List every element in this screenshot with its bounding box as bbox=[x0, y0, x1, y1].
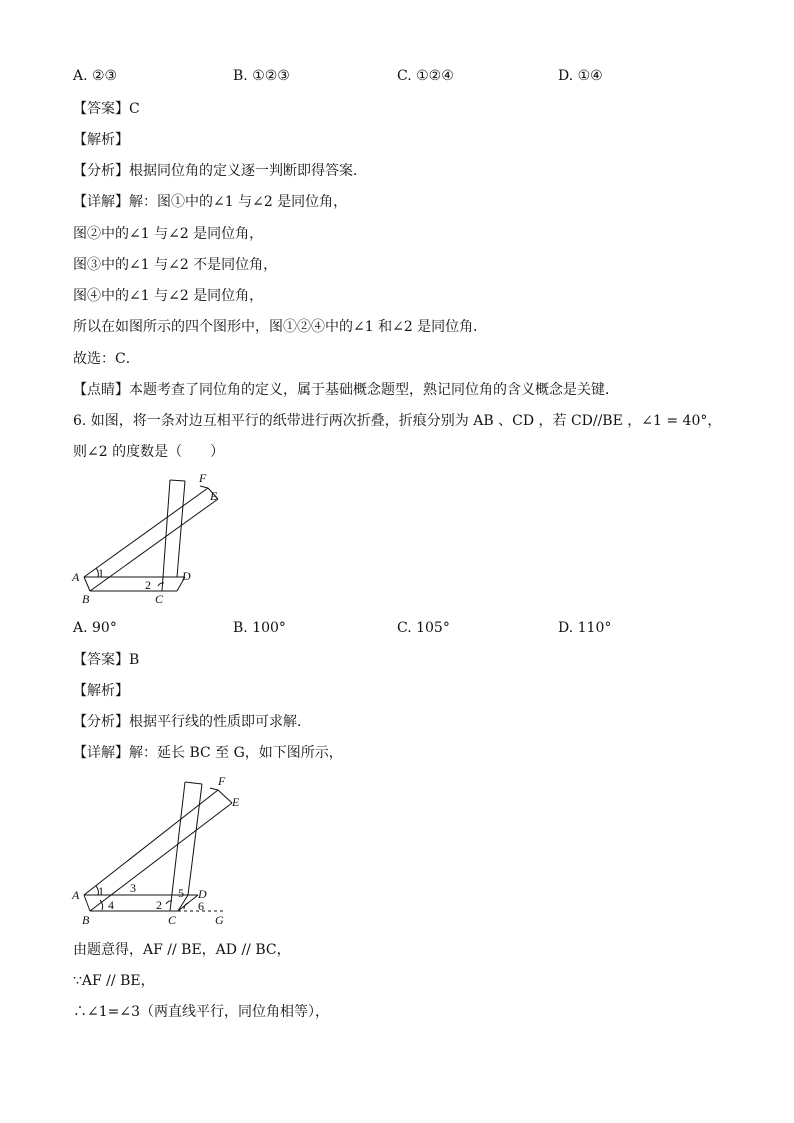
q5-fenxi bbox=[73, 162, 367, 180]
q5-analysis-tag: 【解析】 bbox=[73, 132, 129, 148]
q6-option-b: B. 100° bbox=[233, 620, 286, 636]
answer-tag: 【答案】 bbox=[73, 101, 129, 117]
q5-detail-3: 图③中的∠1 与∠2 不是同位角， bbox=[73, 257, 278, 273]
q5-detail-1 bbox=[73, 193, 347, 211]
label-g: G bbox=[215, 913, 224, 927]
q6-figure-2 bbox=[60, 768, 260, 930]
q5-option-c: C. ①②④ bbox=[397, 68, 454, 84]
q5-detail-6: 故选：C． bbox=[73, 351, 140, 367]
label-c: C bbox=[155, 592, 164, 606]
answer-value: B bbox=[129, 652, 140, 668]
q6-fenxi bbox=[73, 713, 311, 731]
q6-analysis-tag: 【解析】 bbox=[73, 683, 129, 699]
label-d: D bbox=[182, 569, 191, 583]
label-c: C bbox=[168, 913, 177, 927]
detail-tag: 【详解】 bbox=[73, 194, 129, 210]
q6-detail-first bbox=[73, 744, 343, 762]
label-b: B bbox=[82, 913, 90, 927]
label-e: E bbox=[232, 795, 240, 809]
q6-answer bbox=[73, 651, 139, 669]
q6-option-d: D. 110° bbox=[558, 620, 612, 636]
label-a: A bbox=[72, 888, 80, 902]
detail-tag: 【详解】 bbox=[73, 745, 129, 761]
detail-text: 解：图①中的∠1 与∠2 是同位角， bbox=[129, 194, 348, 210]
q6-figure-1 bbox=[60, 468, 230, 608]
q5-option-d: D. ①④ bbox=[558, 68, 603, 84]
fenxi-text: 根据平行线的性质即可求解． bbox=[129, 714, 311, 730]
q5-detail-4: 图④中的∠1 与∠2 是同位角， bbox=[73, 288, 264, 304]
label-angle-5: 5 bbox=[178, 886, 184, 900]
label-f: F bbox=[218, 774, 226, 788]
q6-detail-3: ∵AF // BE， bbox=[73, 973, 155, 989]
q5-detail-2: 图②中的∠1 与∠2 是同位角， bbox=[73, 226, 264, 242]
label-e: E bbox=[210, 489, 218, 503]
label-angle-1: 1 bbox=[98, 884, 104, 898]
label-angle-3: 3 bbox=[130, 881, 136, 895]
q5-answer bbox=[73, 100, 140, 118]
label-angle-2: 2 bbox=[156, 898, 162, 912]
label-angle-6: 6 bbox=[198, 899, 204, 913]
detail-text: 解：延长 BC 至 G，如下图所示， bbox=[129, 745, 343, 761]
comment-tag: 【点睛】 bbox=[73, 382, 129, 398]
label-b: B bbox=[82, 592, 90, 606]
q6-detail-2: 由题意得，AF // BE，AD // BC， bbox=[73, 942, 291, 958]
q6-detail-4: ∴∠1=∠3（两直线平行，同位角相等）， bbox=[73, 1004, 330, 1020]
fenxi-tag: 【分析】 bbox=[73, 163, 129, 179]
label-angle-1: 1 bbox=[98, 566, 104, 580]
q6-stem-line1: 6. 如图，将一条对边互相平行的纸带进行两次折叠，折痕分别为 AB 、CD ，若 CD//BE ，∠1 = 40°， bbox=[73, 413, 722, 429]
q5-comment bbox=[73, 381, 619, 399]
fenxi-tag: 【分析】 bbox=[73, 714, 129, 730]
q5-detail-5: 所以在如图所示的四个图形中，图①②④中的∠1 和∠2 是同位角． bbox=[73, 319, 488, 335]
label-a: A bbox=[72, 570, 80, 584]
label-angle-2: 2 bbox=[145, 578, 151, 592]
label-angle-4: 4 bbox=[108, 898, 114, 912]
q6-option-c: C. 105° bbox=[397, 620, 450, 636]
q5-option-b: B. ①②③ bbox=[233, 68, 290, 84]
label-d: D bbox=[198, 887, 207, 901]
label-f: F bbox=[199, 471, 207, 485]
q6-option-a: A. 90° bbox=[73, 620, 117, 636]
q6-stem-line2: 则∠2 的度数是（ ） bbox=[73, 444, 225, 460]
q5-option-a: A. ②③ bbox=[73, 68, 118, 84]
answer-value: C bbox=[129, 101, 140, 117]
fenxi-text: 根据同位角的定义逐一判断即得答案． bbox=[129, 163, 367, 179]
comment-text: 本题考查了同位角的定义，属于基础概念题型，熟记同位角的含义概念是关键． bbox=[129, 382, 619, 398]
answer-tag: 【答案】 bbox=[73, 652, 129, 668]
